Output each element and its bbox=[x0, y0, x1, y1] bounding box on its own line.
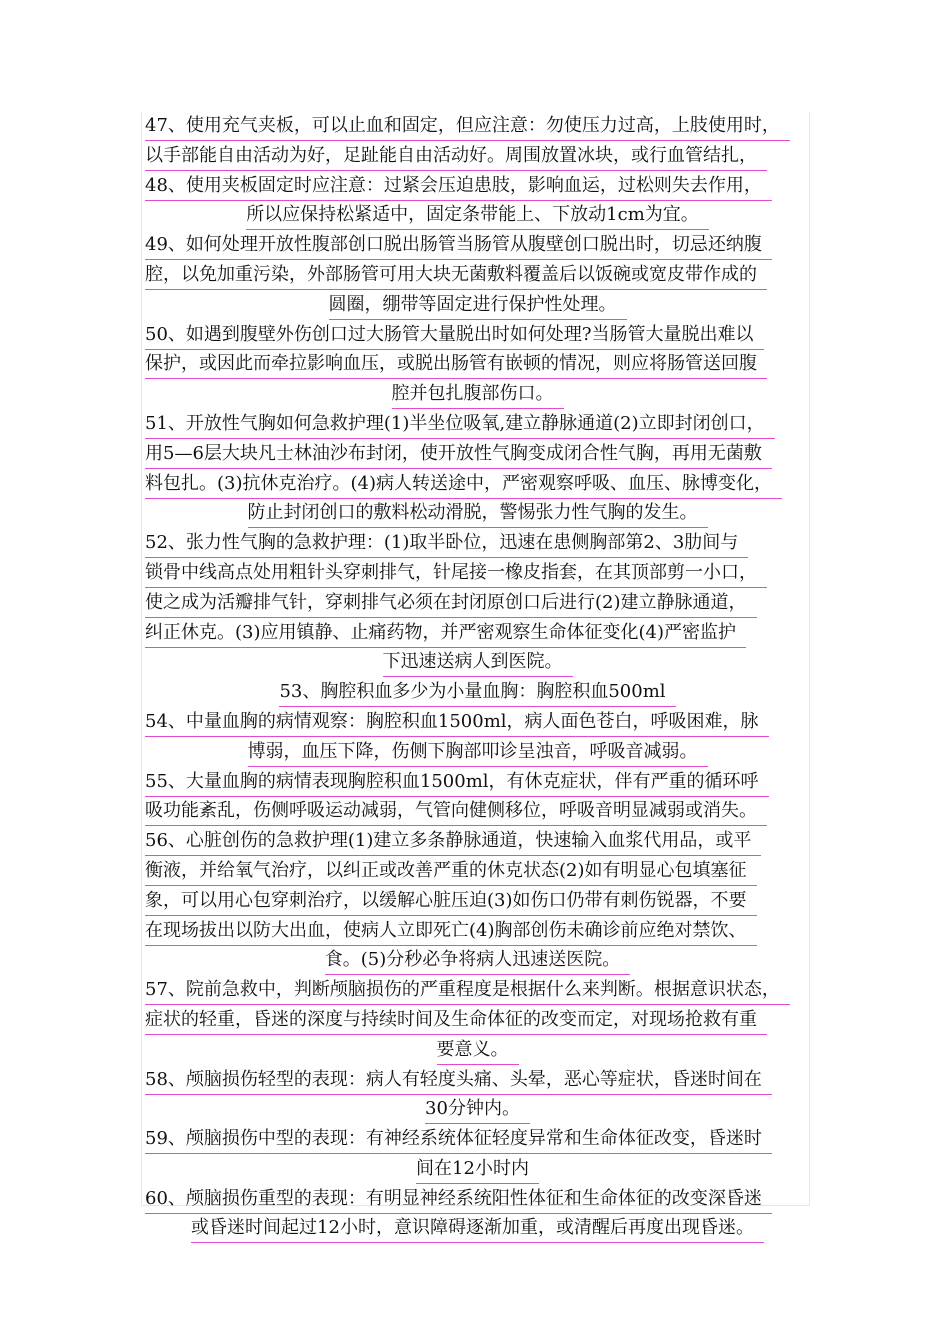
qa-item-57 bbox=[141, 977, 841, 1066]
text-line: 防止封闭创口的敷料松动滑脱，警惕张力性气胸的发生。 bbox=[248, 500, 702, 526]
qa-item-52 bbox=[141, 530, 841, 679]
text-line: 用5—6层大块凡士林油沙布封闭，使开放性气胸变成闭合性气胸，再用无菌敷 bbox=[145, 441, 766, 467]
qa-item-58 bbox=[141, 1067, 841, 1127]
qa-item-50 bbox=[141, 322, 841, 411]
text-line: 料包扎。(3)抗休克治疗。(4)病人转送途中，严密观察呼吸、血压、脉博变化， bbox=[145, 471, 776, 497]
text-line: 以手部能自由活动为好，足趾能自由活动好。周围放置冰块，或行血管结扎， bbox=[145, 143, 761, 169]
text-line: 或昏迷时间起过12小时，意识障碍逐渐加重，或清醒后再度出现昏迷。 bbox=[191, 1215, 758, 1241]
text-line: 要意义。 bbox=[437, 1037, 513, 1063]
qa-item-56 bbox=[141, 828, 841, 977]
text-line: 博弱，血压下降，伤侧下胸部叩诊呈浊音，呼吸音减弱。 bbox=[248, 739, 702, 765]
text-line: 54、中量血胸的病情观察：胸腔积血1500ml，病人面色苍白，呼吸困难，脉 bbox=[145, 709, 763, 735]
text-line: 症状的轻重，昏迷的深度与持续时间及生命体征的改变而定，对现场抢救有重 bbox=[145, 1007, 761, 1033]
qa-item-53 bbox=[141, 679, 841, 709]
text-line: 55、大量血胸的病情表现胸腔积血1500ml，有休克症状，伴有严重的循环呼 bbox=[145, 769, 763, 795]
text-line: 47、使用充气夹板，可以止血和固定，但应注意：勿使压力过高，上肢使用时， bbox=[145, 113, 784, 139]
text-line: 间在12小时内 bbox=[416, 1156, 533, 1182]
text-line: 53、胸腔积血多少为小量血胸：胸腔积血500ml bbox=[279, 679, 669, 705]
text-line: 60、颅脑损伤重型的表现：有明显神经系统阳性体征和生命体征的改变深昏迷 bbox=[145, 1186, 766, 1212]
qa-item-54 bbox=[141, 709, 841, 769]
text-line: 49、如何处理开放性腹部创口脱出肠管当肠管从腹壁创口脱出时，切忌还纳腹 bbox=[145, 232, 766, 258]
qa-item-47 bbox=[141, 113, 841, 173]
qa-item-48 bbox=[141, 173, 841, 233]
text-line: 52、张力性气胸的急救护理：(1)取半卧位，迅速在患侧胸部第2、3肋间与 bbox=[145, 530, 742, 556]
text-line: 纠正休克。(3)应用镇静、止痛药物，并严密观察生命体征变化(4)严密监护 bbox=[145, 620, 740, 646]
qa-item-55 bbox=[141, 769, 841, 829]
text-line: 56、心脏创伤的急救护理(1)建立多条静脉通道，快速输入血浆代用品，或平 bbox=[145, 828, 755, 854]
text-line: 腔并包扎腹部伤口。 bbox=[392, 381, 558, 407]
document-body bbox=[141, 113, 841, 1245]
text-line: 锁骨中线高点处用粗针头穿刺排气，针尾接一橡皮指套，在其顶部剪一小口， bbox=[145, 560, 761, 586]
text-line: 吸功能紊乱，伤侧呼吸运动减弱，气管向健侧移位，呼吸音明显减弱或消失。 bbox=[145, 798, 761, 824]
text-line: 下迅速送病人到医院。 bbox=[383, 649, 567, 675]
text-line: 衡液，并给氧气治疗，以纠正或改善严重的休克状态(2)如有明显心包填塞征 bbox=[145, 858, 751, 884]
text-line: 圆圈，绷带等固定进行保护性处理。 bbox=[329, 292, 621, 318]
text-line: 59、颅脑损伤中型的表现：有神经系统体征轻度异常和生命体征改变，昏迷时 bbox=[145, 1126, 766, 1152]
text-line: 51、开放性气胸如何急救护理(1)半坐位吸氧,建立静脉通道(2)立即封闭创口， bbox=[145, 411, 769, 437]
text-line: 腔，以免加重污染，外部肠管可用大块无菌敷料覆盖后以饭碗或宽皮带作成的 bbox=[145, 262, 761, 288]
text-line: 48、使用夹板固定时应注意：过紧会压迫患肢，影响血运，过松则失去作用， bbox=[145, 173, 766, 199]
qa-item-60 bbox=[141, 1186, 841, 1246]
text-line: 使之成为活瓣排气针，穿刺排气必须在封闭原创口后进行(2)建立静脉通道， bbox=[145, 590, 751, 616]
qa-item-49 bbox=[141, 232, 841, 321]
qa-item-51 bbox=[141, 411, 841, 530]
text-line: 30分钟内。 bbox=[425, 1096, 524, 1122]
text-line: 在现场拔出以防大出血，使病人立即死亡(4)胸部创伤未确诊前应绝对禁饮、 bbox=[145, 918, 751, 944]
text-line: 50、如遇到腹壁外伤创口过大肠管大量脱出时如何处理?当肠管大量脱出难以 bbox=[145, 322, 758, 348]
text-line: 58、颅脑损伤轻型的表现：病人有轻度头痛、头晕，恶心等症状，昏迷时间在 bbox=[145, 1067, 766, 1093]
qa-item-59 bbox=[141, 1126, 841, 1186]
text-line: 食。(5)分秒必争将病人迅速送医院。 bbox=[325, 947, 625, 973]
text-line: 象，可以用心包穿刺治疗，以缓解心脏压迫(3)如伤口仍带有刺伤锐器，不要 bbox=[145, 888, 751, 914]
text-line: 保护，或因此而牵拉影响血压，或脱出肠管有嵌顿的情况，则应将肠管送回腹 bbox=[145, 351, 761, 377]
text-line: 所以应保持松紧适中，固定条带能上、下放动1cm为宜。 bbox=[246, 202, 703, 228]
text-line: 57、院前急救中，判断颅脑损伤的严重程度是根据什么来判断。根据意识状态， bbox=[145, 977, 784, 1003]
